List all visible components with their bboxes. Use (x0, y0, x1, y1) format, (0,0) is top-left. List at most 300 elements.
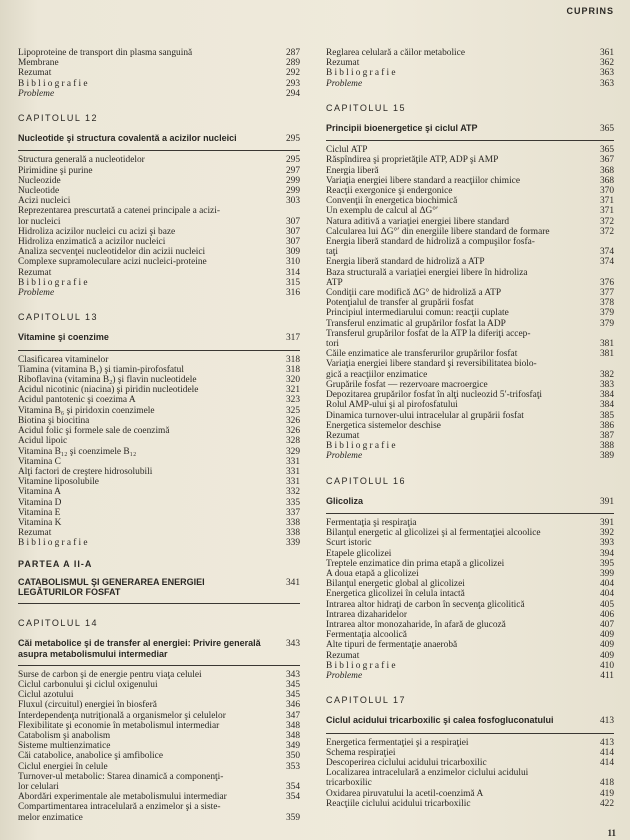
toc-entry-page: 406 (599, 609, 614, 620)
toc-entry (326, 390, 614, 400)
toc-entry-title: ATP (326, 277, 343, 288)
toc-entry-page: 407 (599, 619, 614, 630)
toc-entry-page: 307 (285, 237, 300, 248)
toc-entry-title: A doua etapă a glicolizei (326, 568, 419, 579)
toc-entry-page: 374 (599, 247, 614, 258)
divider (18, 350, 300, 351)
toc-entry-title: Transferul grupărilor fosfat de la ATP la diferiţi accep- (326, 328, 531, 339)
toc-entry-page: 295 (285, 155, 300, 166)
toc-entry-page: 345 (285, 690, 300, 701)
toc-entry-page: 293 (285, 78, 300, 89)
toc-entry-title: Calcularea lui ΔG°′ din energiile libere standard de formare (326, 226, 550, 237)
toc-entry-page: 338 (285, 528, 300, 539)
toc-entry-title: Scurt istoric (326, 538, 372, 549)
toc-entry-title: Energetica fermentaţiei şi a respiraţiei (326, 737, 469, 748)
toc-entry (18, 792, 300, 802)
toc-entry-page: 368 (599, 175, 614, 186)
toc-entry-title: Natura aditivă a variaţiei energiei libere standard (326, 216, 510, 227)
toc-entry-page: 409 (599, 630, 614, 641)
toc-entry (18, 711, 300, 721)
toc-entry-title: Vitamina A (18, 487, 61, 498)
toc-entry-title: Membrane (18, 58, 59, 69)
toc-entry (18, 48, 300, 58)
toc-entry (18, 206, 300, 216)
chapter-title-text: Principii bioenergetice şi ciclul ATP (326, 123, 478, 134)
toc-entry-title: Intrarea altor monozaharide, în afară de glucoză (326, 619, 506, 630)
toc-entry-page: 307 (285, 216, 300, 227)
toc-entry-title: tricarboxilic (326, 778, 372, 789)
toc-entry-title: Vitamina E (18, 507, 61, 518)
chapter-title (326, 496, 614, 507)
toc-entry-title: Interdependenţa nutriţională a organismelor şi celulelor (18, 710, 226, 721)
toc-entry (326, 748, 614, 758)
toc-entry-title: Grupările fosfat — rezervoare macroergice (326, 379, 488, 390)
chapter-title-text: Vitamine şi coenzime (18, 332, 109, 343)
toc-entry (18, 196, 300, 206)
toc-entry-page: 385 (599, 410, 614, 421)
toc-entry-page: 354 (285, 781, 300, 792)
toc-entry (18, 155, 300, 165)
toc-entry-page: 338 (285, 517, 300, 528)
toc-entry (326, 738, 614, 748)
toc-entry (326, 528, 614, 538)
toc-entry (326, 589, 614, 599)
toc-entry-title: Sisteme multienzimatice (18, 741, 111, 752)
toc-entry (18, 166, 300, 176)
divider (18, 603, 300, 604)
toc-entry-page: 374 (599, 257, 614, 268)
toc-entry (18, 375, 300, 385)
toc-entry-title: Bibliografie (326, 68, 398, 79)
toc-entry-title: Rezumat (18, 68, 52, 79)
toc-entry (326, 206, 614, 216)
toc-entry (18, 89, 300, 99)
toc-entry-page: 370 (599, 186, 614, 197)
toc-entry-title: Rezumat (326, 58, 360, 69)
toc-entry-page: 383 (599, 379, 614, 390)
chapter-title (18, 133, 300, 144)
chapter-heading: CAPITOLUL 14 (18, 618, 99, 629)
toc-entry-title: Transferul enzimatic al grupărilor fosfat la ADP (326, 318, 506, 329)
toc-entry (18, 68, 300, 78)
toc-entry-title: Depozitarea grupărilor fosfat în alţi nucleozid 5′-trifosfaţi (326, 390, 543, 401)
toc-entry-title: Acidul lipoic (18, 436, 68, 447)
toc-entry-title: Probleme (326, 451, 363, 462)
toc-entry (18, 79, 300, 89)
toc-entry-title: Ciclul azotului (18, 690, 74, 701)
toc-entry-title: Hidroliza acizilor nucleici cu acizi şi baze (18, 226, 176, 237)
toc-entry-page: 418 (599, 778, 614, 789)
toc-entry-page: 372 (599, 226, 614, 237)
toc-entry-title: Oxidarea piruvatului la acetil-coenzimă A (326, 788, 484, 799)
toc-entry-page: 326 (285, 426, 300, 437)
toc-entry-title: Vitamine liposolubile (18, 477, 99, 488)
toc-entry-title: Nucleotide (18, 186, 60, 197)
toc-entry-title: Tiamina (vitamina B₁) şi tiamin-pirofosfatul (18, 364, 184, 375)
toc-entry-page: 332 (285, 487, 300, 498)
toc-column-right (326, 48, 614, 809)
toc-entry (326, 600, 614, 610)
toc-entry-title: Bibliografie (18, 538, 90, 549)
toc-entry-page: 316 (285, 288, 300, 299)
chapter-heading: CAPITOLUL 15 (326, 102, 407, 113)
toc-entry-title: Rolul AMP-ului şi al pirofosfatului (326, 400, 458, 411)
toc-entry (326, 421, 614, 431)
toc-entry-page: 362 (599, 58, 614, 69)
toc-entry-page: 384 (599, 400, 614, 411)
toc-entry (326, 176, 614, 186)
toc-entry-page: 411 (600, 670, 614, 681)
divider (326, 140, 614, 141)
toc-entry-title: Turnover-ul metabolic: Starea dinamică a componenţi- (18, 771, 224, 782)
toc-entry-title: Bibliografie (18, 277, 90, 288)
toc-entry (18, 741, 300, 751)
toc-entry-title: Rezumat (326, 650, 360, 661)
toc-entry-page: 409 (599, 640, 614, 651)
chapter-title-page: 343 (285, 639, 300, 650)
toc-entry-title: melor enzimatice (18, 812, 83, 823)
toc-entry (326, 68, 614, 78)
toc-entry-title: Bilanţul energetic global al glicolizei (326, 579, 465, 590)
toc-entry (326, 278, 614, 288)
divider (18, 665, 300, 666)
toc-entry-page: 371 (599, 206, 614, 217)
toc-entry-page: 399 (599, 568, 614, 579)
toc-entry-title: Reacţiile ciclului acidului tricarboxilic (326, 798, 471, 809)
toc-entry-page: 323 (285, 395, 300, 406)
toc-entry-title: Reglarea celulară a căilor metabolice (326, 48, 465, 58)
toc-entry-page: 363 (599, 78, 614, 89)
toc-entry-page: 353 (285, 761, 300, 772)
toc-entry (326, 145, 614, 155)
toc-entry-title: Probleme (18, 288, 55, 299)
toc-entry-page: 389 (599, 451, 614, 462)
toc-entry (18, 237, 300, 247)
toc-entry (326, 359, 614, 369)
chapter-title (18, 332, 300, 343)
toc-entry-title: Energia liberă standard de hidroliză a compuşilor fosfa- (326, 237, 535, 248)
toc-entry-page: 346 (285, 700, 300, 711)
toc-entry-title: taţi (326, 247, 338, 258)
toc-entry (326, 48, 614, 58)
toc-entry-title: Energetica glicolizei în celula intactă (326, 589, 465, 600)
toc-entry-title: Ciclul carbonului şi ciclul oxigenului (18, 679, 158, 690)
toc-entry-title: Bibliografie (326, 441, 398, 452)
chapter-title-page: 341 (285, 577, 300, 588)
toc-entry-page: 365 (599, 145, 614, 156)
toc-entry-page: 405 (599, 599, 614, 610)
toc-entry-title: Pirimidine şi purine (18, 165, 93, 176)
toc-entry (326, 799, 614, 809)
toc-entry-title: Schema respiraţiei (326, 747, 396, 758)
toc-entry (326, 569, 614, 579)
toc-entry-title: Căi catabolice, anabolice şi amfibolice (18, 751, 163, 762)
toc-entry-page: 410 (599, 660, 614, 671)
toc-entry (326, 237, 614, 247)
toc-entry-title: Intrarea altor hidraţi de carbon în secvenţa glicolitică (326, 599, 525, 610)
part-heading: PARTEA A II-A (18, 558, 93, 569)
toc-entry (326, 349, 614, 359)
toc-entry (326, 257, 614, 267)
toc-entry (326, 640, 614, 650)
toc-entry (326, 166, 614, 176)
toc-entry (18, 278, 300, 288)
chapter-title (326, 123, 614, 134)
toc-entry-title: Căile enzimatice ale transferurilor grupărilor fosfat (326, 349, 518, 360)
toc-entry-title: Probleme (326, 78, 363, 89)
toc-entry (18, 288, 300, 298)
toc-entry (18, 385, 300, 395)
toc-entry-title: Bibliografie (326, 660, 398, 671)
toc-entry-page: 314 (285, 267, 300, 278)
toc-entry-title: Potenţialul de transfer al grupării fosfat (326, 298, 474, 309)
toc-entry-title: Vitamina D (18, 497, 62, 508)
toc-entry (18, 467, 300, 477)
toc-entry (18, 690, 300, 700)
toc-entry-page: 337 (285, 507, 300, 518)
toc-entry-title: Fermentaţia alcoolică (326, 630, 407, 641)
toc-entry-title: Fermentaţia şi respiraţia (326, 517, 417, 528)
toc-entry-page: 391 (599, 517, 614, 528)
toc-entry-page: 395 (599, 558, 614, 569)
chapter-title-page: 295 (285, 134, 300, 145)
toc-entry-title: Acidul pantotenic şi coezima A (18, 395, 136, 406)
toc-entry-title: Abordări experimentale ale metabolismului intermediar (18, 792, 227, 803)
chapter-title-text: Nucleotide şi structura covalentă a acizilor nucleici (18, 133, 237, 144)
toc-entry-page: 292 (285, 68, 300, 79)
toc-entry-page: 318 (285, 354, 300, 365)
toc-entry (18, 772, 300, 782)
toc-entry (18, 751, 300, 761)
toc-entry-page: 376 (599, 277, 614, 288)
toc-entry (18, 227, 300, 237)
toc-entry-title: Intrarea dizaharidelor (326, 609, 407, 620)
toc-entry-page: 289 (285, 58, 300, 69)
toc-entry (326, 155, 614, 165)
toc-entry-title: Structura generală a nucleotidelor (18, 155, 145, 166)
toc-entry (326, 768, 614, 778)
toc-entry (18, 217, 300, 227)
toc-entry (326, 431, 614, 441)
toc-entry (18, 762, 300, 772)
toc-entry (18, 782, 300, 792)
chapter-heading: CAPITOLUL 13 (18, 312, 99, 323)
toc-entry (326, 217, 614, 227)
toc-entry-title: Nucleozide (18, 175, 61, 186)
toc-entry (326, 549, 614, 559)
toc-entry-page: 328 (285, 436, 300, 447)
chapter-title-text: Ciclul acidului tricarboxilic şi calea fosfogluconatului (326, 715, 554, 726)
toc-entry (326, 789, 614, 799)
toc-entry-page: 413 (599, 737, 614, 748)
toc-entry (18, 395, 300, 405)
toc-entry-page: 329 (285, 446, 300, 457)
toc-entry (326, 329, 614, 339)
toc-entry (326, 579, 614, 589)
toc-entry-title: Localizarea intracelulară a enzimelor ciclului acidului (326, 768, 529, 779)
toc-entry-title: Clasificarea vitaminelor (18, 354, 109, 365)
toc-entry (18, 670, 300, 680)
toc-entry-page: 331 (285, 456, 300, 467)
toc-entry-page: 318 (285, 364, 300, 375)
toc-entry-page: 379 (599, 318, 614, 329)
toc-entry-title: Acidul nicotinic (niacina) şi piridin nucleotidele (18, 385, 199, 396)
toc-entry-page: 347 (285, 710, 300, 721)
toc-entry-page: 294 (285, 88, 300, 99)
toc-entry-title: Compartimentarea intracelulară a enzimelor şi a siste- (18, 802, 221, 813)
toc-entry-title: Acizi nucleici (18, 196, 71, 207)
toc-entry-title: Energetica sistemelor deschise (326, 420, 441, 431)
toc-entry-title: Lipoproteine de transport din plasma sanguină (18, 48, 193, 58)
toc-entry-page: 386 (599, 420, 614, 431)
toc-entry-title: tori (326, 339, 340, 350)
chapter-title-page: 413 (599, 716, 614, 727)
toc-entry-page: 348 (285, 720, 300, 731)
toc-entry (326, 288, 614, 298)
toc-entry (326, 610, 614, 620)
toc-entry-title: Variaţia energiei libere standard a reacţiilor chimice (326, 175, 520, 186)
toc-entry (18, 498, 300, 508)
toc-entry-title: Hidroliza enzimatică a acizilor nucleici (18, 237, 166, 248)
toc-entry (18, 813, 300, 823)
toc-entry-title: Probleme (18, 88, 55, 99)
toc-entry (18, 176, 300, 186)
toc-entry-page: 392 (599, 528, 614, 539)
toc-entry-page: 363 (599, 68, 614, 79)
toc-entry-title: Convenţii în energetica biochimică (326, 196, 458, 207)
toc-entry-page: 343 (285, 669, 300, 680)
toc-entry-page: 354 (285, 792, 300, 803)
toc-entry-title: Rezumat (18, 267, 52, 278)
toc-entry-page: 409 (599, 650, 614, 661)
toc-entry-page: 335 (285, 497, 300, 508)
toc-entry (326, 370, 614, 380)
toc-entry-title: Probleme (326, 670, 363, 681)
toc-entry-title: Vitamina B₁₂ şi coenzimele B₁₂ (18, 446, 137, 457)
toc-entry-page: 372 (599, 216, 614, 227)
chapter-title-text: Glicoliza (326, 495, 364, 506)
toc-entry-title: Treptele enzimatice din prima etapă a glicolizei (326, 558, 505, 569)
toc-entry-title: Alte tipuri de fermentaţie anaerobă (326, 640, 458, 651)
chapter-title-text: CATABOLISMUL ŞI GENERAREA ENERGIEI LEGĂTURILOR FOSFAT (18, 576, 205, 597)
toc-entry (18, 680, 300, 690)
toc-entry-title: lor nucleici (18, 216, 61, 227)
toc-entry (18, 457, 300, 467)
toc-entry-title: Catabolism şi anabolism (18, 730, 111, 741)
toc-entry-page: 414 (599, 757, 614, 768)
toc-entry (326, 196, 614, 206)
toc-entry (326, 339, 614, 349)
toc-entry (326, 620, 614, 630)
toc-entry (326, 380, 614, 390)
toc-entry-page: 422 (599, 798, 614, 809)
toc-entry-page: 325 (285, 405, 300, 416)
chapter-title-page: 317 (285, 333, 300, 344)
toc-entry (326, 400, 614, 410)
toc-entry-title: Ciclul ATP (326, 145, 368, 156)
toc-entry-title: Complexe supramoleculare acizi nucleici-proteine (18, 257, 207, 268)
toc-entry-title: Reprezentarea prescurtată a catenei principale a acizi- (18, 206, 220, 217)
toc-entry-title: Rezumat (326, 430, 360, 441)
toc-entry-title: Descoperirea ciclului acidului tricarboxilic (326, 757, 487, 768)
toc-entry (18, 487, 300, 497)
toc-entry-title: Bibliografie (18, 78, 90, 89)
toc-entry-page: 371 (599, 196, 614, 207)
toc-entry-page: 310 (285, 257, 300, 268)
toc-entry-title: Surse de carbon şi de energie pentru viaţa celulei (18, 669, 202, 680)
toc-entry (326, 559, 614, 569)
toc-entry-page: 388 (599, 441, 614, 452)
toc-entry (326, 441, 614, 451)
toc-entry-title: Variaţia energiei libere standard şi reversibilitatea biolo- (326, 359, 537, 370)
toc-entry-title: Vitamina B₆ şi piridoxin coenzimele (18, 405, 155, 416)
toc-entry-title: Dinamica turnover-ului intracelular al grupării fosfat (326, 410, 524, 421)
divider (18, 150, 300, 151)
toc-entry (326, 630, 614, 640)
toc-entry-title: Principiul intermediarului comun: reacţii cuplate (326, 308, 509, 319)
toc-entry (326, 319, 614, 329)
toc-entry-page: 361 (599, 48, 614, 58)
toc-entry-page: 404 (599, 589, 614, 600)
toc-entry-title: Energia liberă (326, 165, 379, 176)
chapter-title-text: Căi metabolice şi de transfer al energiei: Privire generală asupra metabolismului intermediar (18, 638, 261, 659)
toc-entry (18, 477, 300, 487)
toc-entry-title: Acidul folic şi formele sale de coenzimă (18, 426, 170, 437)
toc-entry-page: 368 (599, 165, 614, 176)
toc-entry-title: Riboflavina (vitamina B₂) şi flavin nucleotidele (18, 375, 197, 386)
toc-entry-page: 419 (599, 788, 614, 799)
toc-entry-page: 381 (599, 349, 614, 360)
toc-entry-page: 331 (285, 477, 300, 488)
toc-entry (18, 447, 300, 457)
page-number: 11 (607, 828, 616, 838)
toc-entry (18, 721, 300, 731)
toc-entry (18, 436, 300, 446)
toc-entry-title: Răspîndirea şi proprietăţile ATP, ADP şi AMP (326, 155, 499, 166)
toc-entry (326, 661, 614, 671)
toc-entry (326, 758, 614, 768)
toc-entry (18, 426, 300, 436)
toc-entry-title: Baza structurală a variaţiei energiei libere în hidroliza (326, 267, 528, 278)
toc-entry (18, 538, 300, 548)
running-header: CUPRINS (566, 6, 614, 16)
toc-entry (18, 528, 300, 538)
toc-entry (18, 257, 300, 267)
toc-entry-page: 359 (285, 812, 300, 823)
toc-entry (326, 538, 614, 548)
toc-entry-title: Bilanţul energetic al glicolizei şi al fermentaţiei alcoolice (326, 528, 541, 539)
toc-entry-page: 345 (285, 679, 300, 690)
toc-entry-page: 382 (599, 369, 614, 380)
chapter-title (18, 638, 300, 658)
toc-entry (326, 227, 614, 237)
divider (326, 733, 614, 734)
toc-entry-title: Fluxul (circuitul) energiei în biosferă (18, 700, 157, 711)
toc-entry-page: 349 (285, 741, 300, 752)
toc-entry (18, 365, 300, 375)
toc-entry-title: Flexibilitate şi economie în metabolismul intermediar (18, 720, 220, 731)
toc-entry-page: 299 (285, 175, 300, 186)
divider (326, 513, 614, 514)
toc-entry-title: Condiţii care modifică ΔG° de hidroliză a ATP (326, 288, 502, 299)
toc-entry-page: 309 (285, 247, 300, 258)
toc-entry (326, 308, 614, 318)
chapter-heading: CAPITOLUL 16 (326, 475, 407, 486)
toc-entry-title: gică a reacţiilor enzimatice (326, 369, 428, 380)
toc-entry-title: lor celulari (18, 781, 59, 792)
toc-entry (326, 268, 614, 278)
toc-entry-page: 377 (599, 288, 614, 299)
